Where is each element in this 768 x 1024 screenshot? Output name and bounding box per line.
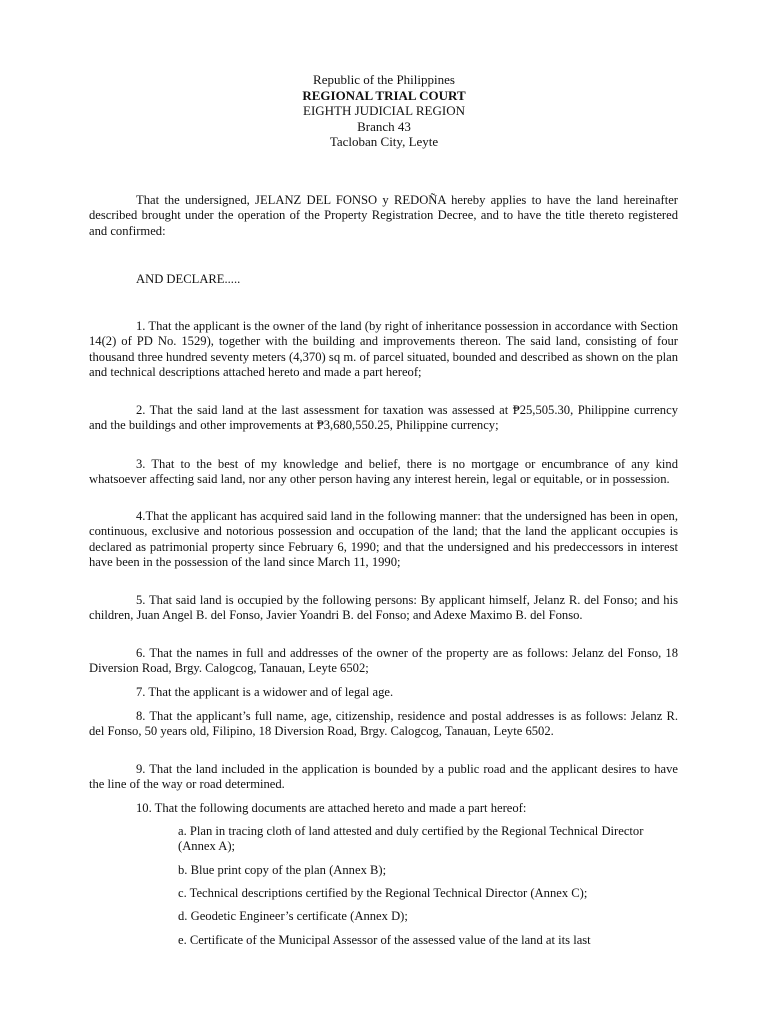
paragraph-5-block: [89, 593, 678, 624]
attachment-item-d: d. Geodetic Engineer’s certificate (Annex D);: [178, 909, 408, 923]
paragraph-6: 6. That the names in full and addresses of the owner of the property are as follows: Jelanz del Fonso, 18 Diversion Road, Brgy. Calogcog, Tanauan, Leyte 6502;: [89, 646, 678, 676]
paragraph-6-block: [89, 646, 678, 677]
header-branch: Branch 43: [357, 118, 411, 134]
declare-heading: AND DECLARE.....: [136, 272, 241, 286]
paragraph-3-block: [89, 457, 678, 488]
paragraph-4: 4.That the applicant has acquired said land in the following manner: that the undersigned has been in open, continuous, exclusive and notorious possession and occupation of the land; that the land the applicant occupies is declared as patrimonial property since February 6, 1990; and that the undersigned and his predeccessors in interest have been in the possession of the land since March 11, 1990;: [89, 509, 678, 570]
intro-block: [89, 193, 678, 239]
paragraph-9: 9. That the land included in the application is bounded by a public road and the applicant desires to have the line of the way or road determined.: [89, 762, 678, 792]
attachment-d-block: [178, 909, 678, 924]
header-city: Tacloban City, Leyte: [329, 134, 439, 149]
paragraph-3: 3. That to the best of my knowledge and belief, there is no mortgage or encumbrance of any kind whatsoever affecting said land, nor any other person having any interest herein, legal or equitable, or in possession.: [89, 457, 678, 487]
attachment-item-a: a. Plan in tracing cloth of land attested and duly certified by the Regional Technical Director (Annex A);: [178, 824, 644, 854]
attachment-item-b: b. Blue print copy of the plan (Annex B);: [178, 863, 387, 877]
paragraph-9-block: [89, 762, 678, 793]
paragraph-8: 8. That the applicant’s full name, age, citizenship, residence and postal addresses is as follows: Jelanz R. del Fonso, 50 years old, Filipino, 18 Diversion Road, Brgy. Calogcog, Tanauan, Leyte 6502.: [89, 709, 678, 739]
court-header: [0, 72, 768, 150]
paragraph-7: 7. That the applicant is a widower and of legal age.: [136, 685, 394, 699]
paragraph-10: 10. That the following documents are attached hereto and made a part hereof:: [136, 801, 527, 815]
header-judicial-region: EIGHTH JUDICIAL REGION: [303, 103, 465, 118]
paragraph-7-block: [89, 685, 678, 700]
attachment-e-block: [178, 933, 678, 948]
header-court-name: REGIONAL TRIAL COURT: [302, 87, 466, 103]
attachment-b-block: [178, 863, 678, 878]
paragraph-8-block: [89, 709, 678, 740]
paragraph-1-block: [89, 319, 678, 381]
attachment-item-e: e. Certificate of the Municipal Assessor of the assessed value of the land at its last: [178, 933, 591, 947]
paragraph-2: 2. That the said land at the last assessment for taxation was assessed at ₱25,505.30, Philippine currency and the buildings and other improvements at ₱3,680,550.25, Philippine currency;: [89, 403, 678, 433]
header-republic: Republic of the Philippines: [313, 72, 455, 87]
attachment-item-c: c. Technical descriptions certified by the Regional Technical Director (Annex C);: [178, 886, 588, 900]
paragraph-2-block: [89, 403, 678, 434]
attachment-a-block: [178, 824, 678, 855]
paragraph-10-block: [89, 801, 678, 816]
paragraph-1: 1. That the applicant is the owner of the land (by right of inheritance possession in accordance with Section 14(2) of PD No. 1529), together with the building and improvements thereon. The said land, consisting of four thousand three hundred seventy meters (4,370) sq m. of parcel situated, bounded and described as shown on the plan and technical descriptions attached hereto and made a part hereof;: [89, 319, 678, 380]
paragraph-5: 5. That said land is occupied by the following persons: By applicant himself, Jelanz R. del Fonso; and his children, Juan Angel B. del Fonso, Javier Yoandri B. del Fonso; and Adexe Maximo B. del Fonso.: [89, 593, 678, 623]
paragraph-4-block: [89, 509, 678, 571]
declare-block: [89, 272, 678, 287]
intro-paragraph: That the undersigned, JELANZ DEL FONSO y REDOÑA hereby applies to have the land hereinafter described brought under the operation of the Property Registration Decree, and to have the title thereto registered and confirmed:: [89, 193, 678, 238]
attachment-c-block: [178, 886, 678, 901]
